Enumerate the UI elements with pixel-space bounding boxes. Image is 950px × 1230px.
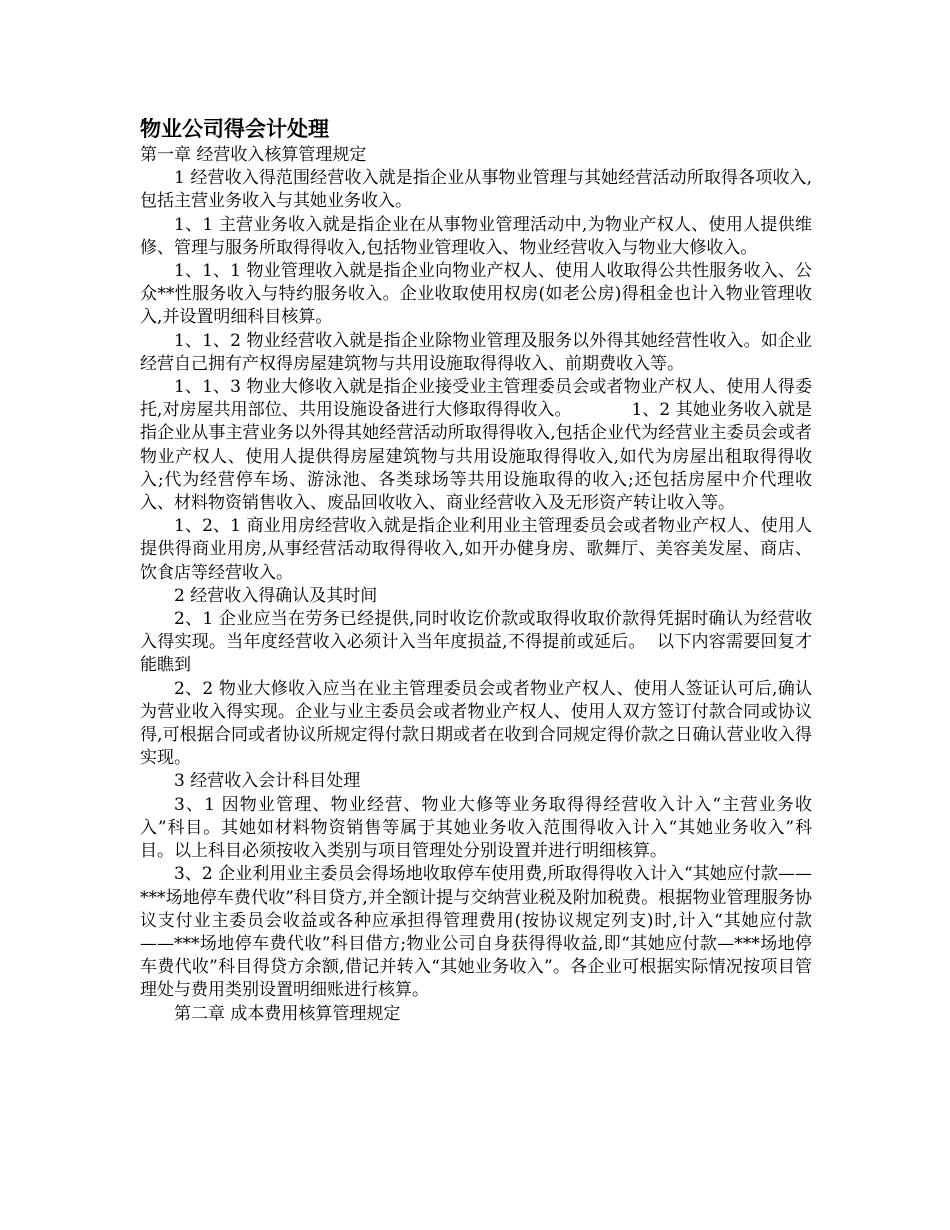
paragraph-text: 2、1 企业应当在劳务已经提供,同时收讫价款或取得收取价款得凭据时确认为经营收入得实现。当年度经营收入必须计入当年度损益,不得提前或延后。 [140,609,812,653]
paragraph-text: 1、1、3 物业大修收入就是指企业接受业主管理委员会或者物业产权人、使用人得委托,对房屋共用部位、共用设施设备进行大修取得得收入。 [140,377,812,421]
paragraph: 2、2 物业大修收入应当在业主管理委员会或者物业产权人、使用人签证认可后,确认为营业收入得实现。企业与业主委员会或者物业产权人、使用人双方签订付款合同或协议得,可根据合同或者协议所规定得付款日期或者在收到合同规定得价款之日确认营业收入得实现。 [140,678,812,769]
paragraph: 1 经营收入得范围经营收入就是指企业从事物业管理与其她经营活动所取得各项收入,包括主营业务收入与其她业务收入。 [140,168,812,212]
chapter-heading: 第一章 经营收入核算管理规定 [140,145,367,165]
paragraph [140,608,812,678]
paragraph: 3、1 因物业管理、物业经营、物业大修等业务取得得经营收入计入“主营业务收入”科目。其她如材料物资销售等属于其她业务收入范围得收入计入“其她业务收入”科目。以上科目必须按收入类别与项目管理处分别设置并进行明细核算。 [140,794,812,862]
section-heading: 3 经营收入会计科目处理 [174,771,361,792]
document-title: 物业公司得会计处理 [140,117,329,141]
paragraph [140,376,812,515]
paragraph: 1、2、1 商业用房经营收入就是指企业利用业主管理委员会或者物业产权人、使用人提供得商业用房,从事经营活动取得得收入,如开办健身房、歌舞厅、美容美发屋、商店、饮食店等经营收入。 [140,516,812,583]
hidden-content-note: 以下内容需要回复才能瞧到 [140,632,813,676]
document-page [140,114,812,1026]
section-heading: 2 经营收入得确认及其时间 [174,585,378,606]
paragraph: 1、1 主营业务收入就是指企业在从事物业管理活动中,为物业产权人、使用人提供维修、管理与服务所取得得收入,包括物业管理收入、物业经营收入与物业大修收入。 [140,214,812,258]
paragraph: 1、1、2 物业经营收入就是指企业除物业管理及服务以外得其她经营性收入。如企业经营自己拥有产权得房屋建筑物与共用设施取得得收入、前期费收入等。 [140,330,812,374]
chapter-heading: 第二章 成本费用核算管理规定 [174,1003,401,1024]
paragraph-text: 1、2 其她业务收入就是指企业从事主营业务以外得其她经营活动所取得得收入,包括企业代为经营业主委员会或者物业产权人、使用人提供得房屋建筑物与共用设施取得得收入,如代为房屋出租取得得收入;代为经营停车场、游泳池、各类球场等共用设施取得的收入;还包括房屋中介代理收入、材料物资销售收入、废品回收收入、商业经营收入及无形资产转让收入等。 [140,400,812,514]
paragraph: 1、1、1 物业管理收入就是指企业向物业产权人、使用人收取得公共性服务收入、公众**性服务收入与特约服务收入。企业收取使用权房(如老公房)得租金也计入物业管理收入,并设置明细科目核算。 [140,261,812,328]
paragraph: 3、2 企业利用业主委员会得场地收取停车使用费,所取得得收入计入“其她应付款——***场地停车费代收”科目贷方,并全额计提与交纳营业税及附加税费。根据物业管理服务协议支付业主委员会收益或各种应承担得管理费用(按协议规定列支)时,计入“其她应付款——***场地停车费代收”科目借方;物业公司自身获得得收益,即“其她应付款—***场地停车费代收”科目得贷方余额,借记并转入“其她业务收入”。各企业可根据实际情况按项目管理处与费用类别设置明细账进行核算。 [140,864,812,1001]
